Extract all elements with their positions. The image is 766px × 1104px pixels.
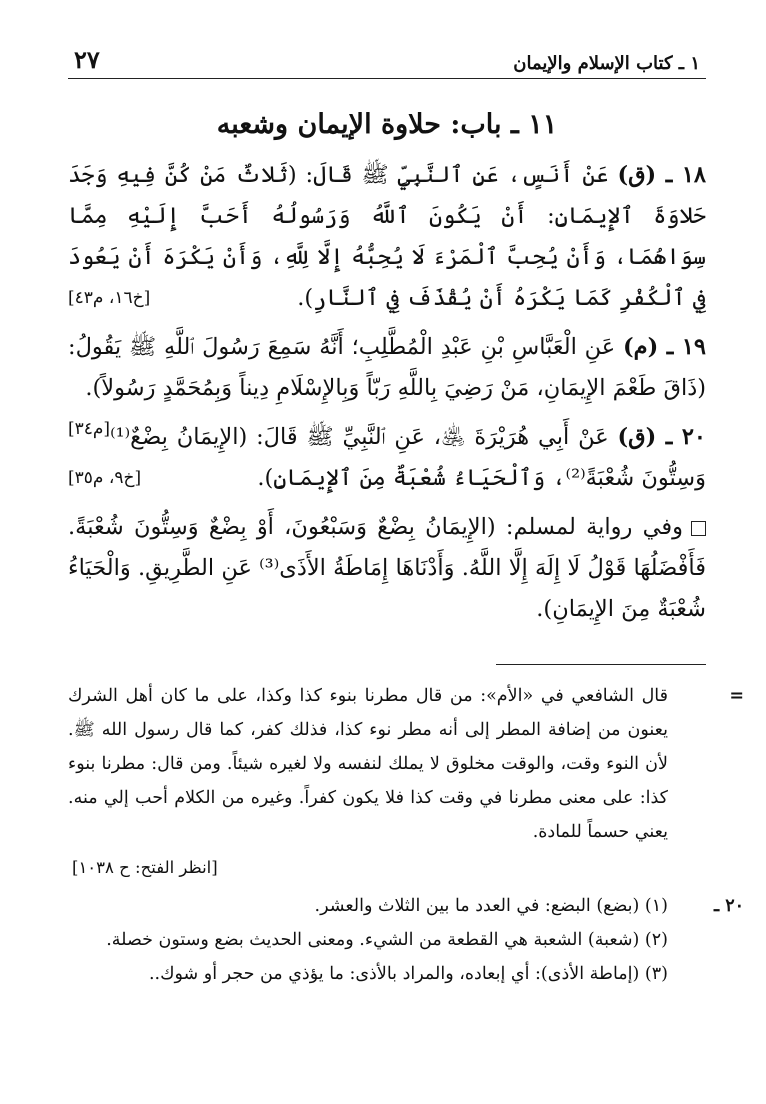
hadith-number: ١٩ ـ (م) <box>623 334 706 360</box>
hadith-20 <box>68 417 706 499</box>
hadith-reference: [خ١٦، م٤٣] <box>68 288 151 308</box>
footnote-separator <box>496 664 706 665</box>
footnote-item: (٢) (شعبة) الشعبة هي القطعة من الشيء. ومعنى الحديث بضع وستون خصلة. <box>106 930 668 950</box>
main-text <box>68 155 706 630</box>
hadith-text: عَنْ أَنَسٍ، عَنِ ٱلنَّبِيِّ ﷺ قَالَ: (ثَلاثٌ مَنْ كُنَّ فِيهِ وَجَدَ حَلاوَةَ ٱلإِيمَانِ: أَنْ يَكُونَ ٱللَّهُ وَرَسُولُهُ أَحَبَّ إِلَيْهِ مِمَّا سِوَاهُمَا، وَأَنْ يُحِبَّ ٱلْمَرْءَ لَا يُحِبُّهُ إِلَّا لِلَّهِ، وَأَنْ يَكْرَهَ أَنْ يَعُودَ فِي ٱلْكُفْرِ كَمَا يَكْرَهُ أَنْ يُقْذَفَ فِي ٱلنَّارِ). <box>68 162 706 311</box>
footnote-item: (١) (بضع) البضع: في العدد ما بين الثلاث والعشر. <box>314 896 668 916</box>
hadith-number: ٢٠ ـ (ق) <box>617 424 706 450</box>
footnote-hadith-label: ٢٠ ـ <box>713 896 744 916</box>
book-page <box>68 40 744 991</box>
hadith-number: ١٨ ـ (ق) <box>617 162 706 188</box>
page-number: ٢٧ <box>74 45 100 74</box>
footnote-continued <box>68 679 744 849</box>
hadith-text: عَنِ الْعَبَّاسِ بْنِ عَبْدِ الْمُطَّلِبِ؛ أَنَّهُ سَمِعَ رَسُولَ ٱللَّهِ ﷺ يَقُولُ: (ذَاقَ طَعْمَ الإِيمَانِ، مَنْ رَضِيَ بِاللَّهِ رَبّاً وَبِالإِسْلَامِ دِيناً وَبِمُحَمَّدٍ رَسُولاً). <box>68 334 706 401</box>
hadith-text: عَنْ أَبِي هُرَيْرَةَ ﵁، عَنِ ٱلنَّبِيِّ ﷺ قَالَ: (الإِيمَانُ بِضْعٌ⁽¹⁾ وَسِتُّونَ شُعْبَةً⁽²⁾، وَٱلْحَيَاءُ شُعْبَةٌ مِنَ ٱلإِيمَانِ). <box>110 424 706 491</box>
footnotes <box>68 679 744 991</box>
footnote-group-20 <box>68 889 744 991</box>
square-marker-icon <box>691 521 706 536</box>
hadith-text: وفي رواية لمسلم: (الإِيمَانُ بِضْعٌ وَسَبْعُونَ، أَوْ بِضْعٌ وَسِتُّونَ شُعْبَةً. فَأَفْضَلُهَا قَوْلُ لَا إِلَهَ إِلَّا اللَّهُ. وَأَدْنَاهَا إِمَاطَةُ الأَذَى⁽³⁾ عَنِ الطَّرِيقِ. وَالْحَيَاءُ شُعْبَةٌ مِنَ الإِيمَانِ). <box>68 514 706 622</box>
page-header <box>68 40 706 79</box>
footnote-item: (٣) (إماطة الأذى): أي إبعاده، والمراد بالأذى: ما يؤذي من حجر أو شوك.. <box>148 964 668 984</box>
footnote-continued-text: قال الشافعي في «الأم»: من قال مطرنا بنوء كذا وكذا، على ما كان أهل الشرك يعنون من إضافة المطر إلى أنه مطر نوء كذا، فذلك كفر، كما قال رسول الله ﷺ. لأن النوء وقت، والوقت مخلوق لا يملك لنفسه ولا لغيره شيئاً. ومن قال: مطرنا بنوء كذا: على معنى مطرنا في وقت كذا فلا يكون كفراً. وغيره من الكلام أحب إلي منه. يعني حسماً للمادة. <box>68 686 668 842</box>
continuation-mark: = <box>729 686 744 706</box>
hadith-reference: [خ٩، م٣٥] <box>68 468 142 488</box>
footnote-reference: [انظر الفتح: ح ١٠٣٨] <box>72 858 218 877</box>
hadith-20-muslim-narration <box>68 507 706 630</box>
hadith-reference: [م٣٤] <box>68 419 111 439</box>
hadith-18 <box>68 155 706 319</box>
running-title: ١ ـ كتاب الإسلام والإيمان <box>513 53 700 74</box>
chapter-title: ١١ ـ باب: حلاوة الإيمان وشعبه <box>216 109 558 140</box>
